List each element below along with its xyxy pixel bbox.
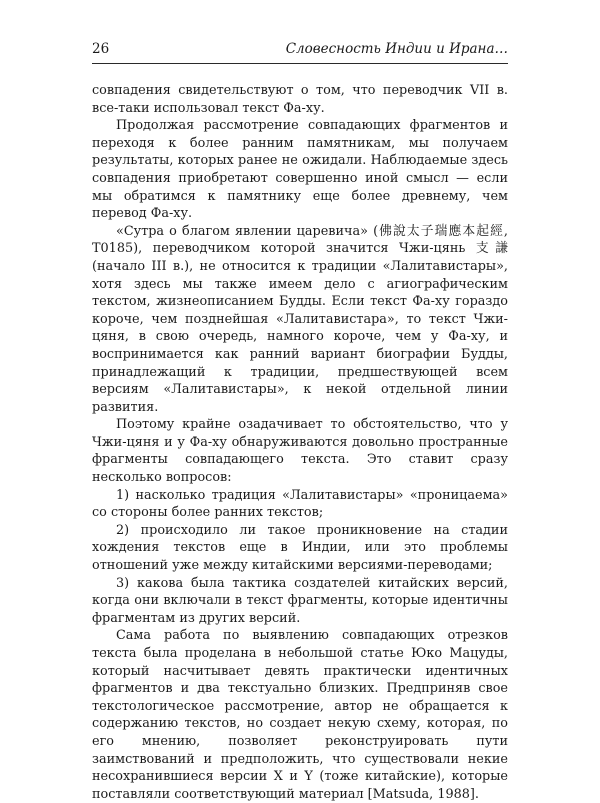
list-item: 3) какова была тактика создателей китайских версий, когда они включали в текст фрагменты, которые идентичны фрагментам из других версий.: [92, 575, 508, 626]
page-number: 26: [92, 41, 110, 57]
running-title: Словесность Индии и Ирана…: [285, 41, 508, 57]
paragraph: Продолжая рассмотрение совпадающих фрагментов и переходя к более ранним памятникам, мы получаем результаты, которых ранее не ожидали. Наблюдаемые здесь совпадения приобретают совершенно иной смысл — если мы обратимся к памятнику еще более древнему, чем перевод Фа-ху.: [92, 118, 508, 222]
header-rule: [92, 63, 508, 64]
paragraph: Поэтому крайне озадачивает то обстоятельство, что у Чжи-цяня и у Фа-ху обнаруживаются довольно пространные фрагменты совпадающего текста. Это ставит сразу несколько вопросов:: [92, 417, 508, 486]
paragraph: «Сутра о благом явлении царевича» (佛說太子瑞應本起經, T0185), переводчиком которой значится Чжи-цянь 支謙 (начало III в.), не относится к традиции «Лалитавистары», хотя здесь мы также имеем дело с агиографическим текстом, жизнеописанием Будды. Если текст Фа-ху гораздо короче, чем позднейшая «Лалитавистара», то текст Чжи-цяня, в свою очередь, намного короче, чем у Фа-ху, и воспринимается как ранний вариант биографии Будды, принадлежащий к традиции, предшествующей всем версиям «Лалитавистары», к некой отдельной линии развития.: [92, 223, 508, 415]
body-text: [92, 82, 508, 803]
list-item: 2) происходило ли такое проникновение на стадии хождения текстов еще в Индии, или это проблемы отношений уже между китайскими версиями-переводами;: [92, 522, 508, 574]
paragraph: Сама работа по выявлению совпадающих отрезков текста была проделана в небольшой статье Юко Мацуды, который насчитывает девять практически идентичных фрагментов и два текстуально близких. Предприняв свое текстологическое рассмотрение, автор не обращается к содержанию текстов, но создает некую схему, которая, по его мнению, позволяет реконструировать пути заимствований и предположить, что существовали некие несохранившиеся версии X и Y (тоже китайские), которые поставляли соответствующий материал [Matsuda, 1988].: [92, 628, 508, 802]
running-head: [92, 41, 508, 61]
paragraph: совпадения свидетельствуют о том, что переводчик VII в. все-таки использовал текст Фа-ху.: [92, 83, 508, 116]
list-item: 1) насколько традиция «Лалитавистары» «проницаема» со стороны более ранних текстов;: [92, 487, 508, 521]
